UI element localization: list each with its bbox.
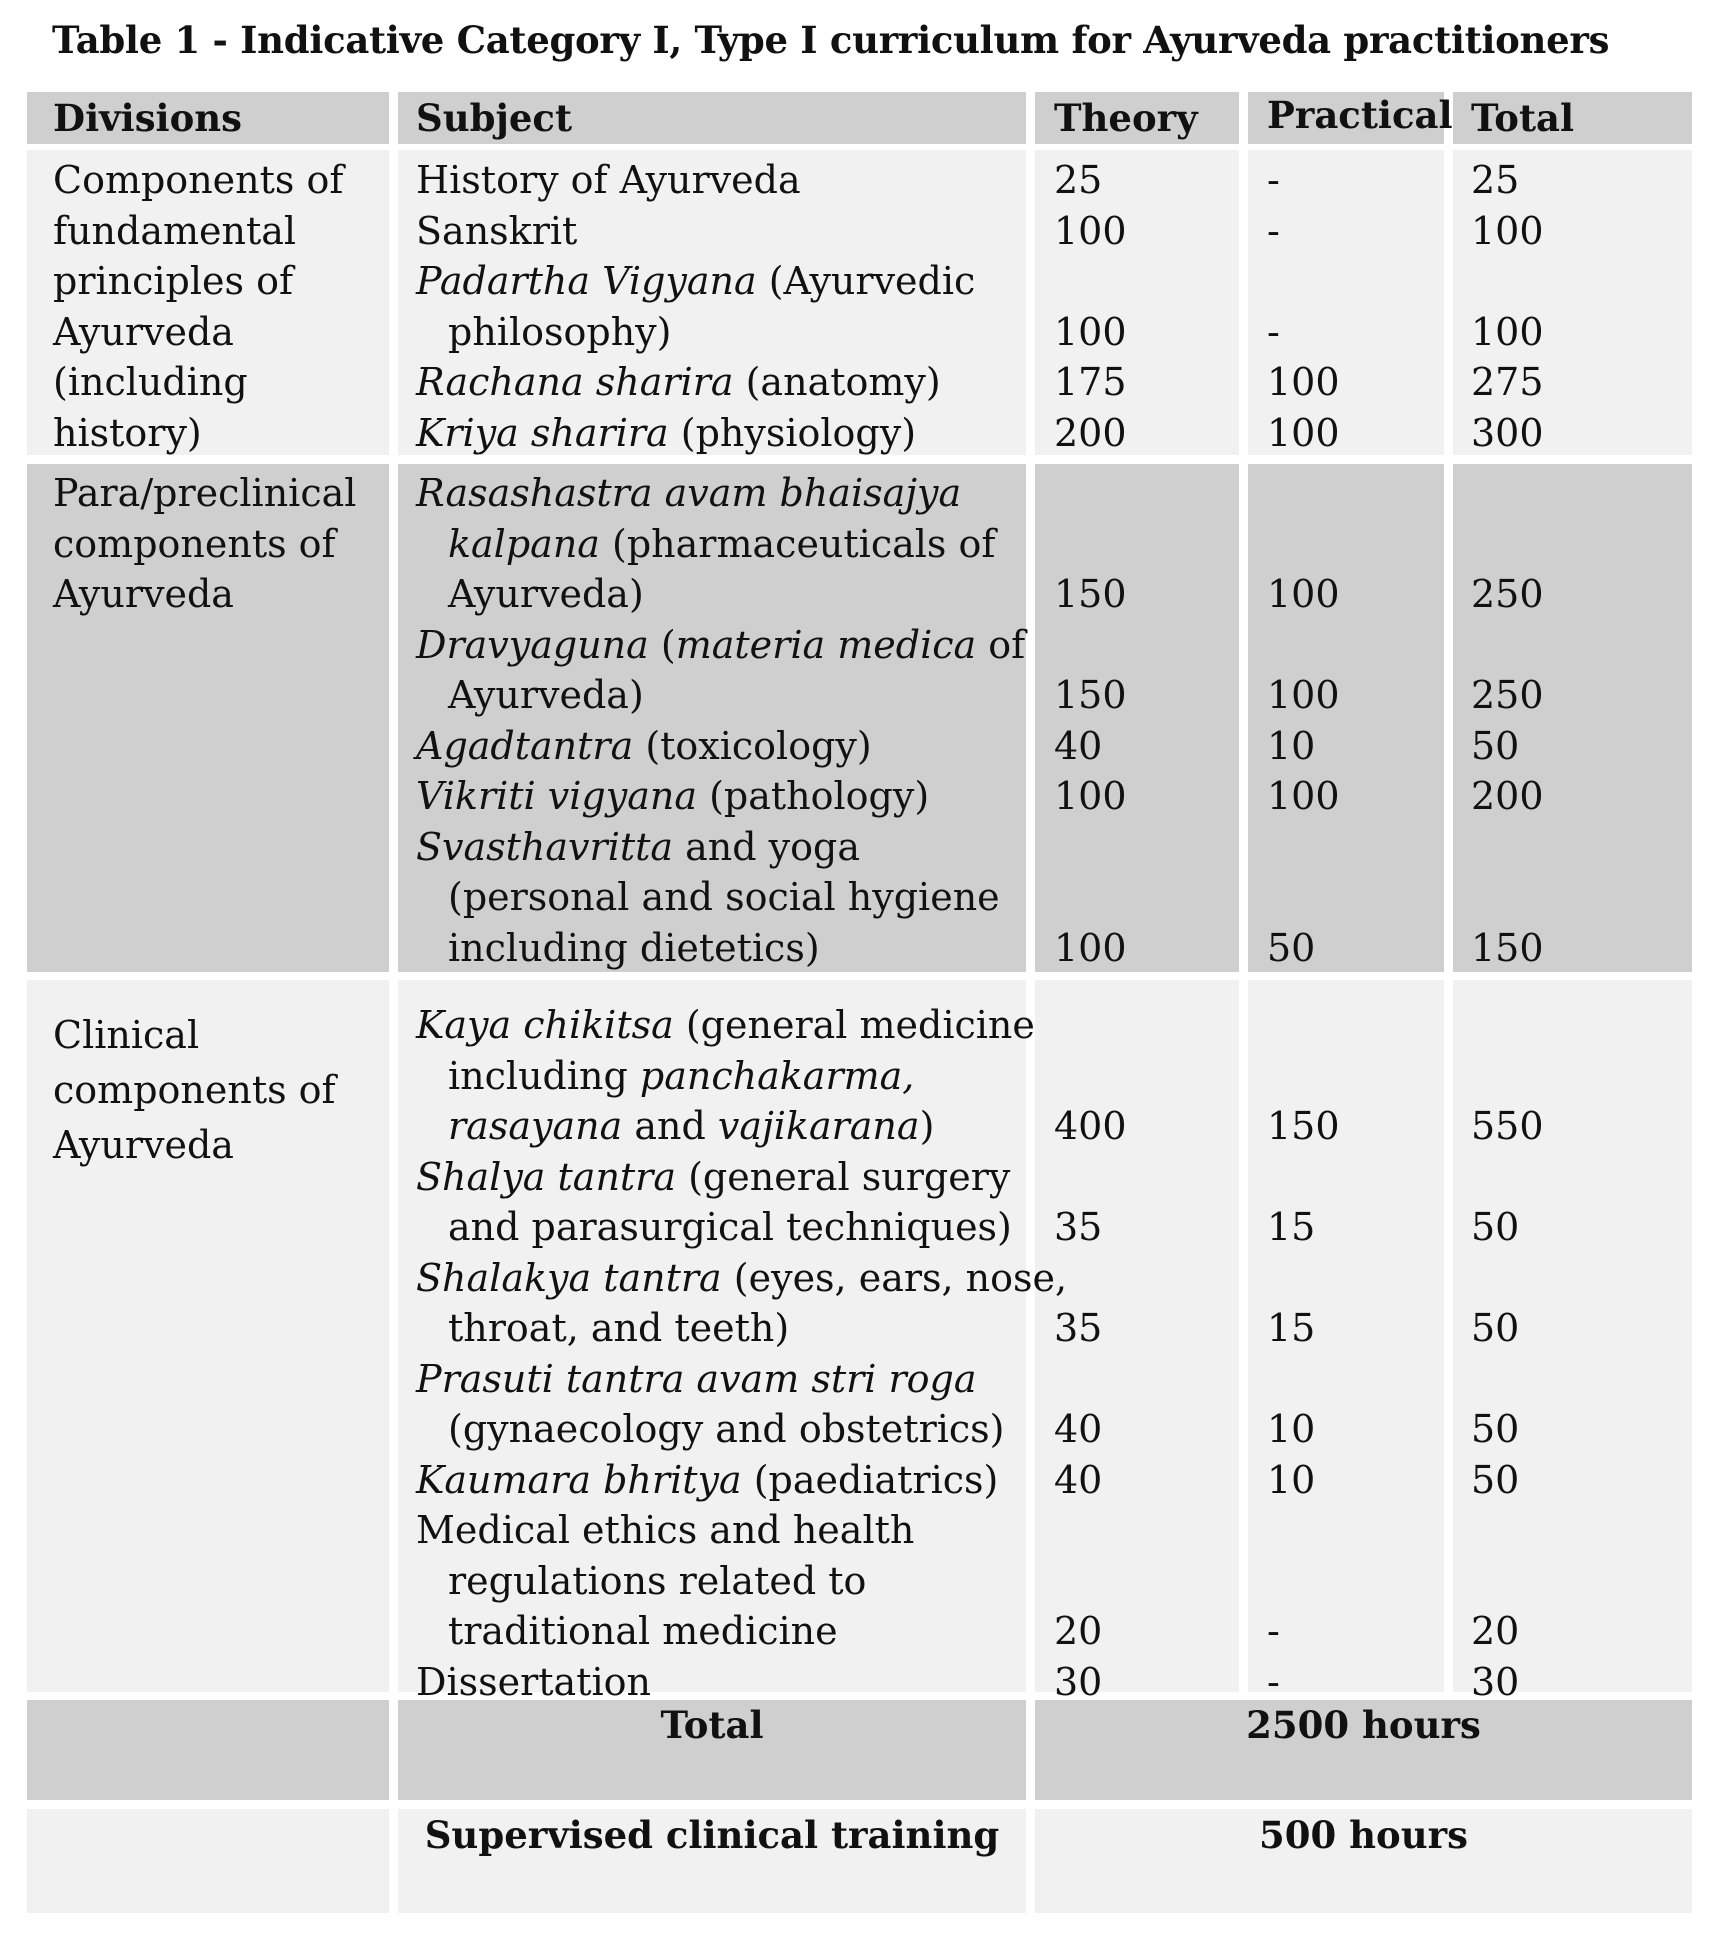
theory-hours: 35 xyxy=(1054,1306,1103,1350)
subject-term-italic: vajikarana xyxy=(717,1104,920,1148)
subject-text: (gynaecology and obstetrics) xyxy=(448,1407,1005,1451)
subject-line xyxy=(416,620,1025,670)
subject-text: (general medicine xyxy=(673,1003,1035,1047)
subject-text: (paediatrics) xyxy=(741,1457,999,1502)
subject-text: regulations related to xyxy=(448,1558,867,1603)
subject-text: (eyes, ears, nose, xyxy=(721,1255,1068,1300)
subject-text: ( xyxy=(648,622,676,667)
total-hours: 25 xyxy=(1471,158,1520,202)
summary-total-value: 2500 hours xyxy=(1246,1703,1481,1747)
division-label-line: (including xyxy=(53,360,248,404)
theory-hours: 150 xyxy=(1054,572,1127,616)
subject-line xyxy=(448,872,1000,922)
subject-text: (physiology) xyxy=(668,410,917,455)
practical-hours: 10 xyxy=(1267,1407,1316,1451)
division-label-line: Ayurveda xyxy=(53,1123,234,1167)
division-label-line: Ayurveda xyxy=(53,572,234,616)
theory-hours: 20 xyxy=(1054,1609,1103,1653)
theory-hours: 30 xyxy=(1054,1659,1103,1704)
subject-text: of xyxy=(976,622,1026,667)
subject-line xyxy=(448,1556,866,1606)
subject-line xyxy=(416,1152,1010,1202)
division-label-line: principles of xyxy=(53,259,294,303)
theory-hours: 100 xyxy=(1054,925,1127,970)
subject-line xyxy=(416,206,577,256)
subject-line xyxy=(448,1606,838,1656)
subject-line xyxy=(448,923,820,973)
subject-term-italic: Shalya tantra xyxy=(416,1154,677,1199)
practical-hours: 100 xyxy=(1267,774,1340,818)
subject-text: Medical ethics and health xyxy=(416,1508,915,1552)
subject-text: (toxicology) xyxy=(633,723,872,768)
subject-term-italic: rasayana xyxy=(448,1104,623,1148)
subject-term-italic: Shalakya tantra xyxy=(416,1255,722,1300)
subject-line xyxy=(448,670,644,720)
header-subject: Subject xyxy=(416,96,573,140)
subject-term-italic: Rachana sharira xyxy=(416,360,734,404)
subject-text: and yoga xyxy=(673,824,860,869)
subject-line xyxy=(416,256,975,306)
subject-line xyxy=(448,569,644,619)
practical-hours: 50 xyxy=(1267,925,1316,970)
division-label-line: components of xyxy=(53,521,336,566)
practical-hours: - xyxy=(1267,309,1280,354)
subject-text: (general surgery xyxy=(676,1154,1011,1199)
subject-line xyxy=(416,1253,1067,1303)
subject-line xyxy=(416,1455,998,1505)
practical-hours: 150 xyxy=(1267,1104,1340,1148)
total-hours: 250 xyxy=(1471,572,1544,616)
subject-text: History of Ayurveda xyxy=(416,158,801,202)
theory-hours: 40 xyxy=(1054,1457,1103,1502)
subject-term-italic: materia medica xyxy=(675,622,977,667)
total-hours: 20 xyxy=(1471,1609,1520,1653)
theory-hours: 200 xyxy=(1054,410,1127,455)
header-practical: Practical xyxy=(1267,93,1453,137)
division-label-line: history) xyxy=(53,410,202,455)
summary-training-label: Supervised clinical training xyxy=(424,1813,1000,1857)
theory-hours: 175 xyxy=(1054,360,1127,404)
subject-line xyxy=(448,1404,1005,1454)
subject-term-italic: Rasashastra avam bhaisajya xyxy=(416,471,962,515)
subject-term-italic: Svasthavritta xyxy=(416,824,674,869)
practical-hours: 10 xyxy=(1267,723,1316,768)
subject-term-italic: Padartha Vigyana xyxy=(416,259,757,303)
total-hours: 50 xyxy=(1471,1205,1520,1249)
subject-term-italic: Vikriti vigyana xyxy=(416,774,697,818)
practical-hours: - xyxy=(1267,1609,1280,1653)
table-title: Table 1 - Indicative Category I, Type I curriculum for Ayurveda practitioners xyxy=(52,18,1610,62)
subject-line xyxy=(448,1051,914,1101)
subject-term-italic: Dravyaguna xyxy=(416,622,649,667)
practical-hours: 10 xyxy=(1267,1457,1316,1502)
subject-line xyxy=(448,1303,789,1353)
subject-text: traditional medicine xyxy=(448,1609,838,1653)
total-hours: 275 xyxy=(1471,360,1544,404)
total-hours: 200 xyxy=(1471,774,1544,818)
subject-line xyxy=(416,1354,977,1404)
total-hours: 250 xyxy=(1471,673,1544,717)
subject-line xyxy=(416,721,872,771)
total-hours: 100 xyxy=(1471,309,1544,354)
practical-hours: 15 xyxy=(1267,1205,1316,1249)
subject-term-italic: Agadtantra xyxy=(416,723,634,768)
subject-term-italic: Prasuti tantra avam stri roga xyxy=(416,1356,977,1401)
total-hours: 50 xyxy=(1471,1457,1520,1502)
subject-line xyxy=(416,155,801,205)
subject-line xyxy=(416,1657,651,1707)
division-label-line: Ayurveda xyxy=(53,309,234,354)
subject-line xyxy=(416,1505,914,1555)
subject-line xyxy=(416,771,929,821)
subject-text: Ayurveda) xyxy=(448,572,644,616)
practical-hours: 100 xyxy=(1267,572,1340,616)
division-label-line: fundamental xyxy=(53,208,297,253)
subject-text: Ayurveda) xyxy=(448,673,644,717)
practical-hours: - xyxy=(1267,208,1280,253)
subject-term-italic: Kriya sharira xyxy=(416,410,669,455)
summary-total-label: Total xyxy=(660,1703,764,1747)
subject-line xyxy=(448,1101,934,1151)
subject-term-italic: panchakarma, xyxy=(639,1053,915,1098)
subject-term-italic: kalpana xyxy=(448,521,600,566)
subject-text: and parasurgical techniques) xyxy=(448,1205,1012,1249)
subject-line xyxy=(416,408,916,458)
subject-term-italic: Kaya chikitsa xyxy=(416,1003,674,1047)
theory-hours: 100 xyxy=(1054,774,1127,818)
subject-text: ) xyxy=(919,1104,935,1148)
total-hours: 100 xyxy=(1471,208,1544,253)
header-total: Total xyxy=(1471,96,1575,140)
division-label-line: Components of xyxy=(53,158,344,202)
subject-text: including dietetics) xyxy=(448,925,820,970)
subject-text: (pharmaceuticals of xyxy=(599,521,996,566)
practical-hours: 100 xyxy=(1267,673,1340,717)
subject-text: Dissertation xyxy=(416,1659,651,1704)
subject-text: throat, and teeth) xyxy=(448,1306,790,1350)
subject-text: (anatomy) xyxy=(733,360,941,404)
subject-term-italic: Kaumara bhritya xyxy=(416,1457,742,1502)
subject-text: (pathology) xyxy=(696,774,930,818)
subject-line xyxy=(448,519,995,569)
subject-line xyxy=(416,468,961,518)
practical-hours: 15 xyxy=(1267,1306,1316,1350)
theory-hours: 100 xyxy=(1054,208,1127,253)
subject-text: and xyxy=(622,1104,718,1148)
theory-hours: 40 xyxy=(1054,1407,1103,1451)
theory-hours: 400 xyxy=(1054,1104,1127,1148)
theory-hours: 25 xyxy=(1054,158,1103,202)
training-row-bg-left xyxy=(27,1809,389,1913)
total-hours: 50 xyxy=(1471,1306,1520,1350)
theory-hours: 150 xyxy=(1054,673,1127,717)
total-row-bg-left xyxy=(27,1700,389,1800)
division-label-line: Clinical xyxy=(53,1013,200,1057)
practical-hours: - xyxy=(1267,158,1280,202)
total-hours: 50 xyxy=(1471,723,1520,768)
total-hours: 550 xyxy=(1471,1104,1544,1148)
header-theory: Theory xyxy=(1054,96,1198,140)
total-hours: 150 xyxy=(1471,925,1544,970)
subject-line xyxy=(416,1000,1035,1050)
theory-hours: 35 xyxy=(1054,1205,1103,1249)
practical-hours: 100 xyxy=(1267,360,1340,404)
subject-line xyxy=(416,357,941,407)
subject-line xyxy=(416,822,860,872)
subject-line xyxy=(448,307,671,357)
subject-text: including xyxy=(448,1053,640,1098)
header-divisions: Divisions xyxy=(53,96,242,140)
subject-text: philosophy) xyxy=(448,309,672,354)
practical-hours: - xyxy=(1267,1659,1280,1704)
total-hours: 30 xyxy=(1471,1659,1520,1704)
subject-line xyxy=(448,1202,1012,1252)
practical-hours: 100 xyxy=(1267,410,1340,455)
total-hours: 50 xyxy=(1471,1407,1520,1451)
total-hours: 300 xyxy=(1471,410,1544,455)
subject-text: (Ayurvedic xyxy=(756,259,976,303)
theory-hours: 100 xyxy=(1054,309,1127,354)
summary-training-value: 500 hours xyxy=(1259,1813,1468,1857)
division-label-line: components of xyxy=(53,1068,336,1112)
subject-text: (personal and social hygiene xyxy=(448,875,1000,919)
theory-hours: 40 xyxy=(1054,723,1103,768)
subject-text: Sanskrit xyxy=(416,208,578,253)
division-label-line: Para/preclinical xyxy=(53,471,357,515)
